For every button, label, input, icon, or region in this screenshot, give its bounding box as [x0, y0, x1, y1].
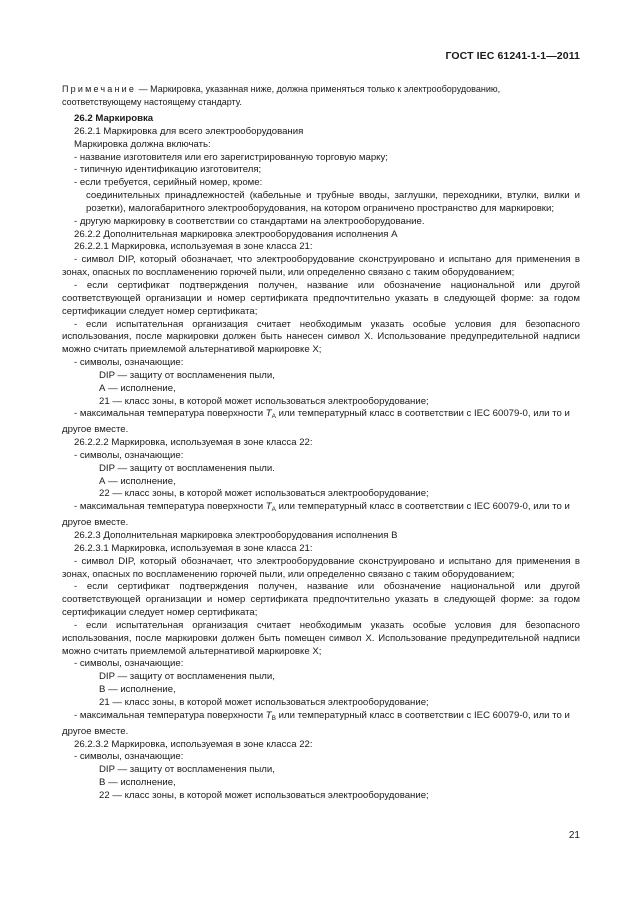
note: [62, 83, 580, 109]
list-subitem: В — исполнение,: [99, 777, 176, 789]
list-subitem: А — исполнение,: [99, 382, 176, 394]
list-item: - символ DIP, который обозначает, что электрооборудование сконструировано и испытано для применения в зонах, опасных по воспламенению горючей пыли, или определенно связано с таким оборудованием;: [62, 555, 580, 580]
paragraph: 26.2.2 Дополнительная маркировка электрооборудования исполнения А: [74, 228, 398, 240]
symbol-subscript: B: [271, 714, 276, 722]
symbol-t: T: [265, 501, 272, 513]
list-item: - название изготовителя или его зарегистрированную торговую марку;: [74, 151, 388, 163]
note-label: Примечание: [62, 84, 137, 94]
paragraph: 26.2.2.2 Маркировка, используемая в зоне класса 22:: [74, 437, 313, 449]
text-run: - максимальная температура поверхности: [74, 501, 266, 513]
symbol-subscript: A: [271, 413, 276, 421]
text-run: - максимальная температура поверхности: [74, 709, 266, 721]
text-run: или температурный класс в соответствии с IEC 60079-0, или то и другое вместе.: [62, 709, 570, 737]
section-heading: [62, 113, 580, 126]
paragraph: 26.2.3.2 Маркировка, используемая в зоне класса 22:: [74, 738, 313, 750]
list-subitem: DIP — защиту от воспламенения пыли.: [99, 462, 275, 474]
list-item: - если испытательная организация считает необходимым указать особые условия для безопасного использования, после маркировки должен быть нанесен символ X. Использование предупредительной надписи можно считать приемлемой альтернативой маркировке X;: [62, 318, 580, 356]
note-text: — Маркировка, указанная ниже, должна применяться только к электрооборудованию, соответствующему настоящему стандарту.: [62, 84, 501, 107]
paragraph: 26.2.2.1 Маркировка, используемая в зоне класса 21:: [74, 241, 313, 253]
paragraph: 26.2.1 Маркировка для всего электрооборудования: [74, 125, 304, 137]
list-item: - если требуется, серийный номер, кроме:: [74, 177, 263, 189]
list-item: - символы, означающие:: [74, 658, 184, 670]
list-subitem: 21 — класс зоны, в которой может использоваться электрооборудование;: [99, 696, 429, 708]
list-item: - типичную идентификацию изготовителя;: [74, 164, 262, 176]
list-item: - если сертификат подтверждения получен, название или обозначение национальной или другой соответствующей организации и номер сертификата предпочтительно указать в следующей форме: за годом сертификации следует номер сертификата;: [62, 279, 580, 317]
list-subitem: В — исполнение,: [99, 684, 176, 696]
section-title: Маркировка: [95, 113, 154, 124]
list-subitem: соединительных принадлежностей (кабельные и трубные вводы, заглушки, переходники, втулки, вилки и розетки), малогабаритного электрооборудования, на котором ограничено пространство для маркировки;: [86, 190, 580, 214]
section-number: 26.2: [74, 113, 93, 124]
section-body: [62, 113, 580, 803]
list-subitem: А — исполнение,: [99, 475, 176, 487]
list-subitem: DIP — защиту от воспламенения пыли,: [99, 671, 275, 683]
symbol-subscript: A: [271, 506, 276, 514]
list-item: - если сертификат подтверждения получен, название или обозначение национальной или другой соответствующей организации и номер сертификата предпочтительно указать в следующей форме: за годом сертификации следует номер сертификата;: [62, 581, 580, 619]
list-item: - символы, означающие:: [74, 449, 184, 461]
list-subitem: DIP — защиту от воспламенения пыли,: [99, 369, 275, 381]
list-item: - символы, означающие:: [74, 357, 184, 369]
text-run: - максимальная температура поверхности: [74, 408, 266, 420]
list-item: - если испытательная организация считает необходимым указать особые условия для безопасного использования, после маркировки должен быть помещен символ X. Использование предупредительной надписи можно считать приемлемой альтернативой маркировке X;: [62, 619, 580, 657]
list-item: [62, 408, 580, 437]
paragraph: 26.2.3 Дополнительная маркировка электрооборудования исполнения В: [74, 530, 398, 541]
list-subitem: 21 — класс зоны, в которой может использоваться электрооборудование;: [99, 395, 429, 407]
paragraph: Маркировка должна включать:: [74, 138, 211, 150]
list-item: - символ DIP, который обозначает, что электрооборудование сконструировано и испытано для применения в зонах, опасных по воспламенению горючей пыли, или определенно связано с таким оборудованием;: [62, 254, 580, 279]
list-subitem: DIP — защиту от воспламенения пыли,: [99, 764, 275, 776]
symbol-t: T: [265, 408, 272, 420]
text-run: или температурный класс в соответствии с IEC 60079-0, или то и другое вместе.: [62, 501, 570, 529]
list-item: [62, 710, 580, 739]
page-number: 21: [568, 830, 580, 841]
list-item: [62, 501, 580, 530]
text-run: или температурный класс в соответствии с IEC 60079-0, или то и другое вместе.: [62, 408, 570, 436]
list-item: - символы, означающие:: [74, 751, 184, 763]
list-subitem: 22 — класс зоны, в которой может использоваться электрооборудование;: [99, 488, 429, 500]
document-id: ГОСТ IEC 61241-1-1—2011: [445, 50, 580, 62]
symbol-t: T: [265, 709, 272, 721]
list-item: - другую маркировку в соответствии со стандартами на электрооборудование.: [74, 215, 425, 227]
paragraph: 26.2.3.1 Маркировка, используемая в зоне класса 21:: [74, 542, 313, 554]
list-subitem: 22 — класс зоны, в которой может использоваться электрооборудование;: [99, 789, 429, 801]
